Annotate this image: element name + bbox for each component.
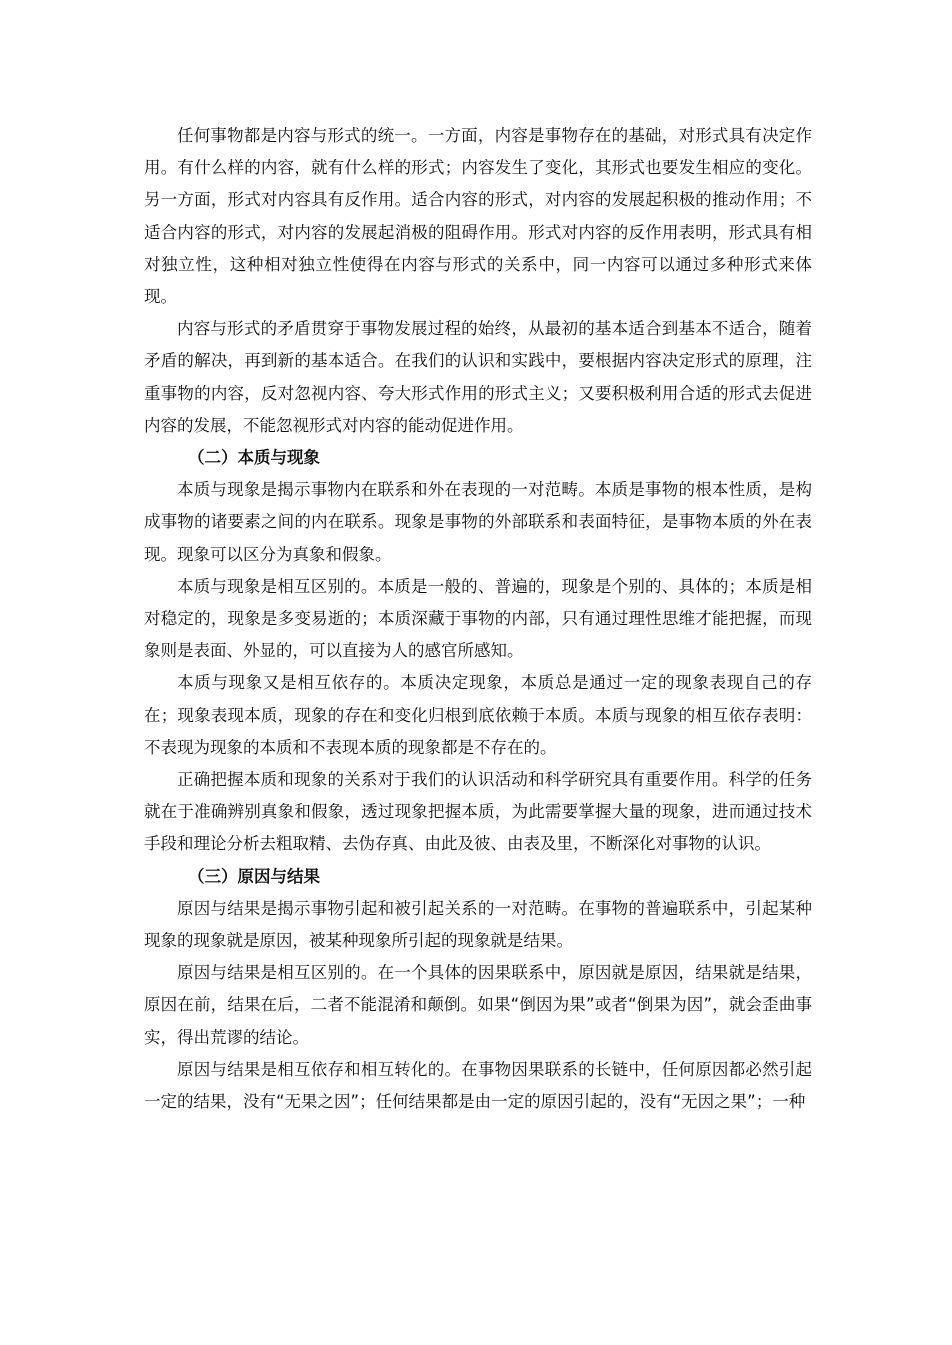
paragraph-content-form-unity: 任何事物都是内容与形式的统一。一方面，内容是事物存在的基础，对形式具有决定作用。有什么样的内容，就有什么样的形式；内容发生了变化，其形式也要发生相应的变化。另一方面，形式对内容具有反作用。适合内容的形式，对内容的发展起积极的推动作用；不适合内容的形式，对内容的发展起消极的阻碍作用。形式对内容的反作用表明，形式具有相对独立性，这种相对独立性使得在内容与形式的关系中，同一内容可以通过多种形式来体现。	[144, 126, 812, 307]
paragraph-essence-phenomenon-definition: 本质与现象是揭示事物内在联系和外在表现的一对范畴。本质是事物的根本性质，是构成事物的诸要素之间的内在联系。现象是事物的外部联系和表面特征，是事物本质的外在表现。现象可以区分为真象和假象。	[144, 480, 812, 564]
paragraph-essence-phenomenon-difference: 本质与现象是相互区别的。本质是一般的、普遍的，现象是个别的、具体的；本质是相对稳定的，现象是多变易逝的；本质深藏于事物的内部，只有通过理性思维才能把握，而现象则是表面、外显的，可以直接为人的感官所感知。	[144, 576, 812, 661]
paragraph-essence-phenomenon-interdependence: 本质与现象又是相互依存的。本质决定现象，本质总是通过一定的现象表现自己的存在；现象表现本质，现象的存在和变化归根到底依赖于本质。本质与现象的相互依存表明：不表现为现象的本质和不表现本质的现象都是不存在的。	[144, 673, 812, 757]
paragraph-cause-effect-definition: 原因与结果是揭示事物引起和被引起关系的一对范畴。在事物的普遍联系中，引起某种现象的现象就是原因，被某种现象所引起的现象就是结果。	[144, 898, 812, 951]
paragraph-content-form-contradiction: 内容与形式的矛盾贯穿于事物发展过程的始终，从最初的基本适合到基本不适合，随着矛盾的解决，再到新的基本适合。在我们的认识和实践中，要根据内容决定形式的原理，注重事物的内容，反对忽视内容、夸大形式作用的形式主义；又要积极利用合适的形式去促进内容的发展，不能忽视形式对内容的能动促进作用。	[144, 319, 812, 435]
paragraph-cause-effect-difference: 原因与结果是相互区别的。在一个具体的因果联系中，原因就是原因，结果就是结果，原因在前，结果在后，二者不能混淆和颠倒。如果“倒因为果”或者“倒果为因”，就会歪曲事实，得出荒谬的结论。	[144, 963, 812, 1047]
section-heading-cause-effect: （三）原因与结果	[188, 866, 320, 886]
document-page	[144, 120, 812, 1118]
section-heading-essence-phenomenon: （二）本质与现象	[188, 448, 320, 468]
paragraph-cause-effect-interdependence: 原因与结果是相互依存和相互转化的。在事物因果联系的长链中，任何原因都必然引起一定的结果，没有“无果之因”；任何结果都是由一定的原因引起的，没有“无因之果”；一种	[144, 1059, 812, 1112]
paragraph-essence-phenomenon-significance: 正确把握本质和现象的关系对于我们的认识活动和科学研究具有重要作用。科学的任务就在于准确辨别真象和假象，透过现象把握本质，为此需要掌握大量的现象，进而通过技术手段和理论分析去粗取精、去伪存真、由此及彼、由表及里，不断深化对事物的认识。	[144, 770, 812, 854]
